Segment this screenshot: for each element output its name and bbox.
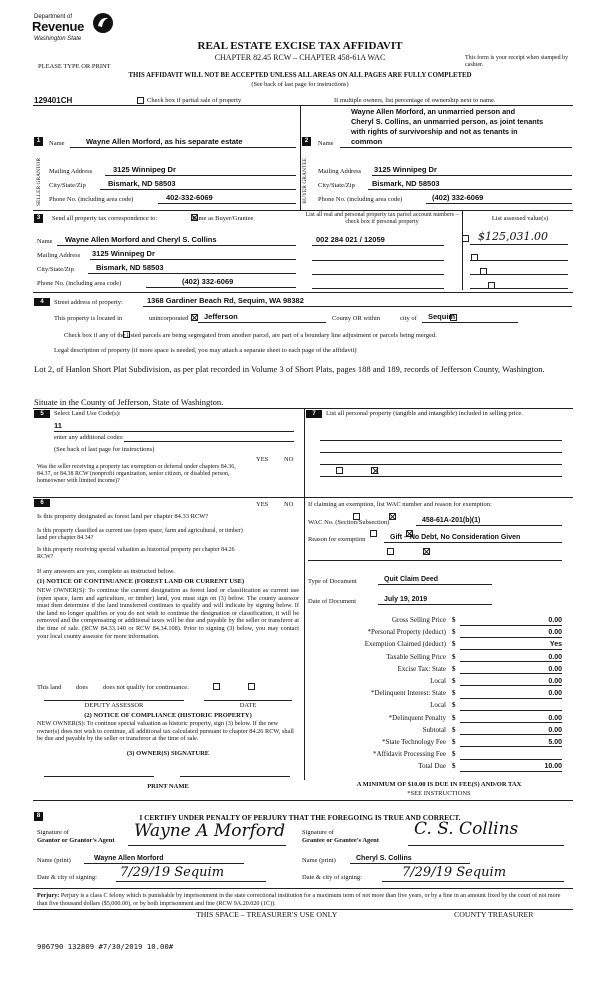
seller-phone-value: 402-332-6069	[158, 194, 296, 204]
notice2-text: NEW OWNER(S): To continue special valuation as historic property, sign (3) below. If the new owner(s) does not wish to continue, all additional tax calculated pursuant to chapter 84.26 RCW, shall be due and payable by the seller or transferor at the time of sale.	[37, 720, 294, 743]
print-name-label: PRINT NAME	[147, 783, 189, 790]
does-label: does	[76, 684, 88, 691]
tax-row-label: Excise Tax: State	[397, 664, 446, 673]
county-value: Jefferson	[198, 313, 326, 323]
tax-row-label: *Delinquent Penalty	[388, 713, 446, 722]
tax-row-currency: $	[452, 664, 456, 673]
seller-city-label: City/State/Zip	[49, 182, 86, 189]
forest-question: Is this property designated as forest land per chapter 84.33 RCW?	[37, 513, 209, 520]
section-1-badge: 1	[34, 137, 43, 146]
grantor-sig-label1: Signature of	[37, 829, 69, 836]
tax-row-currency: $	[452, 628, 456, 637]
tax-row-label: *State Technology Fee	[382, 737, 446, 746]
tax-row	[308, 736, 568, 748]
tax-row-label: *Personal Property (deduct)	[367, 628, 446, 637]
grantee-name-print: Cheryl S. Collins	[350, 855, 470, 864]
logo-line3: Washington State	[34, 36, 82, 42]
q5-no-checkbox[interactable]	[371, 467, 378, 474]
tax-row-value: Yes	[460, 640, 562, 650]
reason-value: Gift – No Debt, No Consideration Given	[384, 534, 562, 543]
tax-row	[308, 675, 568, 687]
tax-name-label: Name	[37, 238, 53, 245]
doc-type-label: Type of Document	[308, 578, 357, 585]
does-checkbox[interactable]	[213, 683, 220, 690]
additional-codes-label: enter any additional codes:	[54, 434, 124, 441]
tax-corr-label: Send all property tax correspondence to:	[52, 215, 158, 222]
tax-mailing-label: Mailing Address	[37, 252, 81, 259]
land-use-see-back: (See back of last page for instructions)	[54, 446, 155, 453]
q6c-no-checkbox[interactable]	[423, 548, 430, 555]
multiple-owners-note: If multiple owners, list percentage of ownership next to name.	[334, 97, 496, 104]
tax-row-currency: $	[452, 652, 456, 661]
assessed-value-1: $125,031.00	[470, 231, 568, 245]
grantor-name-print: Wayne Allen Morford	[84, 855, 244, 864]
grantee-signature: C. S. Collins	[408, 820, 564, 846]
grantee-date-city-label: Date & city of signing:	[302, 874, 362, 881]
perjury-notice	[37, 892, 571, 908]
tax-name-value: Wayne Allen Morford and Cheryl S. Collins	[57, 236, 296, 246]
logo-line1: Department of	[34, 14, 73, 20]
reason-label: Reason for exemption	[308, 536, 366, 543]
section-5-badge: 5	[34, 410, 50, 418]
tax-row-value: 0.00	[460, 714, 562, 724]
parcel-header: List all real and personal property tax parcel account numbers – check box if personal property	[305, 212, 459, 225]
tax-mailing-value: 3125 Winnipeg Dr	[90, 250, 296, 260]
doc-date-value: July 19, 2019	[378, 596, 492, 605]
tax-row	[308, 651, 568, 663]
grantee-name-print-label: Name (print)	[302, 857, 336, 864]
tax-row	[308, 687, 568, 699]
section-4-badge: 4	[34, 298, 50, 306]
tax-row-currency: $	[452, 713, 456, 722]
tax-row-value	[460, 701, 562, 711]
grantor-sig-label2: Grantor or Grantor's Agent	[37, 837, 115, 844]
street-label: Street address of property:	[54, 299, 123, 306]
doc-date-label: Date of Document	[308, 598, 357, 605]
situate-text: Situate in the County of Jefferson, State of Washington.	[34, 397, 224, 407]
type-or-print: PLEASE TYPE OR PRINT	[38, 63, 111, 70]
tax-row-value: 10.00	[460, 762, 562, 772]
tax-row	[308, 699, 568, 711]
tax-phone-label: Phone No. (including area code)	[37, 280, 122, 287]
partial-sale-checkbox[interactable]	[137, 97, 144, 104]
doc-id: 129401CH	[34, 96, 73, 105]
notice2-title: (2) NOTICE OF COMPLIANCE (HISTORIC PROPERTY)	[84, 712, 252, 719]
buyer-name-label: Name	[318, 140, 334, 147]
tax-city-value: Bismark, ND 58503	[88, 264, 296, 274]
partial-sale-label: Check box if partial sale of property	[147, 97, 242, 104]
tax-row-label: Subtotal	[422, 725, 446, 734]
certify-text: I CERTIFY UNDER PENALTY OF PERJURY THAT THE FOREGOING IS TRUE AND CORRECT.	[139, 813, 461, 822]
q6b-yes-checkbox[interactable]	[370, 530, 377, 537]
tax-row-value: 0.00	[460, 628, 562, 638]
section-8-badge: 8	[34, 812, 43, 821]
tax-row	[308, 760, 568, 772]
legal-label: Legal description of property (if more space is needed, you may attach a separate sheet to each page of the affidavit)	[54, 347, 357, 354]
tax-row-currency: $	[452, 725, 456, 734]
seller-city-value: Bismark, ND 58503	[100, 180, 296, 190]
cashier-stamp: 906790 132809 #7/30/2019 10.00#	[37, 942, 174, 951]
see-instructions-note: *SEE INSTRUCTIONS	[407, 790, 471, 797]
yes-header-5: YES	[256, 456, 269, 463]
grantee-date-city: 7/29/19 Sequim	[382, 866, 564, 882]
logo-line2: Revenue	[32, 19, 85, 34]
buyer-city-label: City/State/Zip	[318, 182, 355, 189]
tax-row-currency: $	[452, 762, 456, 771]
section-2-badge: 2	[302, 137, 311, 146]
buyer-side-label: BUYER GRANTEE	[302, 158, 308, 204]
tax-row-label: Gross Selling Price	[391, 616, 446, 624]
parcel-number-1: 002 284 021 / 12059	[312, 236, 444, 246]
tax-row	[308, 638, 568, 650]
tax-row-currency: $	[452, 750, 456, 759]
notice1-text: NEW OWNER(S): To continue the current designation as forest land or classification as current use (open space, farm and agriculture, or timber) land, you must sign on (3) below. The county assessor must then determine if the land transferred continues to qualify and will indicate by signing below. If the land no longer qualifies or you do not wish to continue the designation or classification, it will be removed and the compensating or additional taxes will be due and payable by the seller or transferor at the time of sale. (RCW 84.33.140 or RCW 84.34.108). Prior to signing (3) below, you may contact your local county assessor for more information.	[37, 587, 299, 640]
unincorporated-label: unincorporated	[149, 315, 189, 322]
swirl-logo-icon	[92, 12, 114, 34]
tax-row-label: Local	[430, 676, 446, 685]
city-of-label: city of	[400, 315, 417, 322]
same-as-buyer-label: Same as Buyer/Grantee	[192, 215, 254, 222]
section-7-badge: 7	[306, 410, 322, 418]
street-value: 1368 Gardiner Beach Rd, Sequim, WA 98382	[143, 297, 572, 307]
legal-description: Lot 2, of Hanlon Short Plat Subdivision, as per plat recorded in Volume 3 of Short Plats, pages 188 and 189, records of Jefferson County, Washington.	[34, 364, 545, 374]
deputy-date-label: DATE	[239, 702, 257, 709]
personal-property-label: List all personal property (tangible and intangible) included in selling price.	[326, 410, 523, 417]
does-not-checkbox[interactable]	[248, 683, 255, 690]
tax-row-value: 5.00	[460, 738, 562, 748]
seller-side-label: SELLER GRANTOR	[36, 158, 42, 207]
tax-row-value: 0.00	[460, 677, 562, 687]
land-use-label: Select Land Use Code(s):	[54, 410, 121, 417]
warning-text: THIS AFFIDAVIT WILL NOT BE ACCEPTED UNLESS ALL AREAS ON ALL PAGES ARE FULLY COMPLETED	[128, 72, 472, 79]
tax-row-value	[460, 750, 562, 760]
owner-signature-label: (3) OWNER(S) SIGNATURE	[126, 750, 210, 757]
located-label: This property is located in	[54, 315, 123, 322]
exemption-claim-label: If claiming an exemption, list WAC number and reason for exemption:	[308, 501, 492, 508]
tax-row	[308, 614, 568, 626]
buyer-name-line1: Wayne Allen Morford, an unmarried person and	[351, 107, 516, 116]
tax-row	[308, 626, 568, 638]
tax-row-value: 0.00	[460, 726, 562, 736]
grantee-sig-label2: Grantee or Grantee's Agent	[302, 837, 379, 844]
city-value: Sequim	[422, 313, 518, 323]
section-3-badge: 3	[34, 214, 43, 223]
tax-row-currency: $	[452, 640, 456, 649]
buyer-name-line3: with rights of survivorship and not as tenants in	[351, 127, 518, 136]
buyer-name-block	[351, 107, 543, 137]
notice1-title: (1) NOTICE OF CONTINUANCE (FOREST LAND OR CURRENT USE)	[37, 578, 245, 585]
perjury-label: Perjury:	[37, 893, 60, 899]
tax-row-currency: $	[452, 689, 456, 698]
tax-row	[308, 724, 568, 736]
grantee-sig-label1: Signature of	[302, 829, 334, 836]
wac-label: WAC No. (Section/Subsection)	[308, 519, 390, 526]
yes-header-6: YES	[256, 501, 269, 508]
wac-value: 458-61A-201(b)(1)	[416, 517, 562, 526]
if-yes-note: If any answers are yes, complete as instructed below.	[37, 568, 175, 575]
seller-name-label: Name	[49, 140, 65, 147]
no-header-5: NO	[284, 456, 294, 463]
exemption-question: Was the seller receiving a property tax exemption or deferral under chapters 84.36, 84.37, or 84.38 RCW (nonprofit organization, senior citizen, or disabled person, homeowner with limited income)?	[37, 464, 236, 484]
q6c-yes-checkbox[interactable]	[387, 548, 394, 555]
land-use-code: 11	[54, 422, 294, 432]
tax-row-currency: $	[452, 701, 456, 710]
tax-row	[308, 663, 568, 675]
minimum-due-note: A MINIMUM OF $10.00 IS DUE IN FEE(S) AND/OR TAX	[356, 781, 522, 788]
tax-row-label: *Affidavit Processing Fee	[373, 750, 446, 759]
tax-row-value: 0.00	[460, 689, 562, 699]
unincorporated-checkbox[interactable]	[191, 314, 198, 321]
buyer-name-line2: Cheryl S. Collins, an unmarried person, as joint tenants	[351, 117, 544, 126]
assessed-header: List assessed value(s)	[491, 215, 549, 222]
treasurer-use-label: THIS SPACE – TREASURER'S USE ONLY	[196, 910, 338, 919]
tax-city-label: City/State/Zip	[37, 266, 74, 273]
tax-row-value: 0.00	[460, 616, 562, 626]
tax-row-currency: $	[452, 676, 456, 685]
tax-row-value: 0.00	[460, 653, 562, 663]
buyer-city-value: Bismark, ND 58503	[368, 180, 572, 190]
seller-name-value: Wayne Allen Morford, as his separate estate	[70, 138, 296, 148]
buyer-phone-label: Phone No. (including area code)	[318, 196, 403, 203]
buyer-name-line4: common	[340, 138, 572, 148]
tax-row-label: Taxable Selling Price	[386, 652, 446, 661]
historic-question: Is this property receiving special valuation as historical property per chapter 84.26 RCW?	[37, 547, 235, 560]
personal-property-checkbox-1[interactable]	[462, 235, 469, 242]
tax-table	[308, 614, 568, 772]
buyer-mailing-value: 3125 Winnipeg Dr	[372, 166, 572, 176]
tax-row-label: Total Due	[418, 762, 446, 771]
see-back-note: (See back of last page for instructions)	[251, 81, 349, 88]
seller-mailing-value: 3125 Winnipeg Dr	[105, 166, 296, 176]
grantor-date-city: 7/29/19 Sequim	[116, 866, 266, 882]
tax-row-currency: $	[452, 616, 456, 624]
doc-type-value: Quit Claim Deed	[378, 576, 492, 585]
seller-phone-label: Phone No. (including area code)	[49, 196, 134, 203]
form-subtitle: CHAPTER 82.45 RCW – CHAPTER 458-61A WAC	[214, 53, 386, 62]
land-does-label: This land	[37, 684, 62, 691]
perjury-text: Perjury is a class C felony which is punishable by imprisonment in the state correctional institution for a maximum term of not more than five years, or by a fine in an amount fixed by the court of not more than five thousand dollars ($5,000.00), or by both imprisonment and fine (RCW 9A.20.020 (1C)).	[37, 893, 561, 908]
grantor-name-print-label: Name (print)	[37, 857, 71, 864]
tax-row-label: *Delinquent Interest: State	[370, 689, 446, 698]
receipt-note: This form is your receipt when stamped by cashier.	[465, 55, 569, 68]
current-use-question: Is this property classified as current use (open space, farm and agricultural, or timber) land per chapter 84.34?	[37, 528, 243, 541]
no-header-6: NO	[284, 501, 294, 508]
section-6-badge: 6	[34, 499, 50, 507]
grantor-signature: Wayne A Morford	[128, 822, 286, 846]
county-treasurer-label: COUNTY TREASURER	[454, 910, 534, 919]
segregated-label: Check box if any of the listed parcels are being segregated from another parcel, are part of a boundary line adjustment or parcels being merged.	[64, 332, 437, 339]
seller-mailing-label: Mailing Address	[49, 168, 93, 175]
q6a-no-checkbox[interactable]	[389, 513, 396, 520]
buyer-phone-value: (402) 332-6069	[426, 194, 572, 204]
tax-row-label: Exemption Claimed (deduct)	[364, 640, 446, 649]
tax-row-currency: $	[452, 737, 456, 746]
q5-yes-checkbox[interactable]	[336, 467, 343, 474]
form-title: REAL ESTATE EXCISE TAX AFFIDAVIT	[197, 40, 403, 52]
tax-row	[308, 712, 568, 724]
deputy-assessor-label: DEPUTY ASSESSOR	[84, 702, 144, 709]
tax-row-label: Local	[430, 701, 446, 710]
does-not-label: does not qualify for continuance.	[103, 684, 189, 691]
buyer-mailing-label: Mailing Address	[318, 168, 362, 175]
grantor-date-city-label: Date & city of signing:	[37, 874, 97, 881]
tax-phone-value: (402) 332-6069	[146, 278, 296, 288]
county-or-label: County OR within	[332, 315, 381, 322]
tax-row-value: 0.00	[460, 665, 562, 675]
tax-row	[308, 748, 568, 760]
